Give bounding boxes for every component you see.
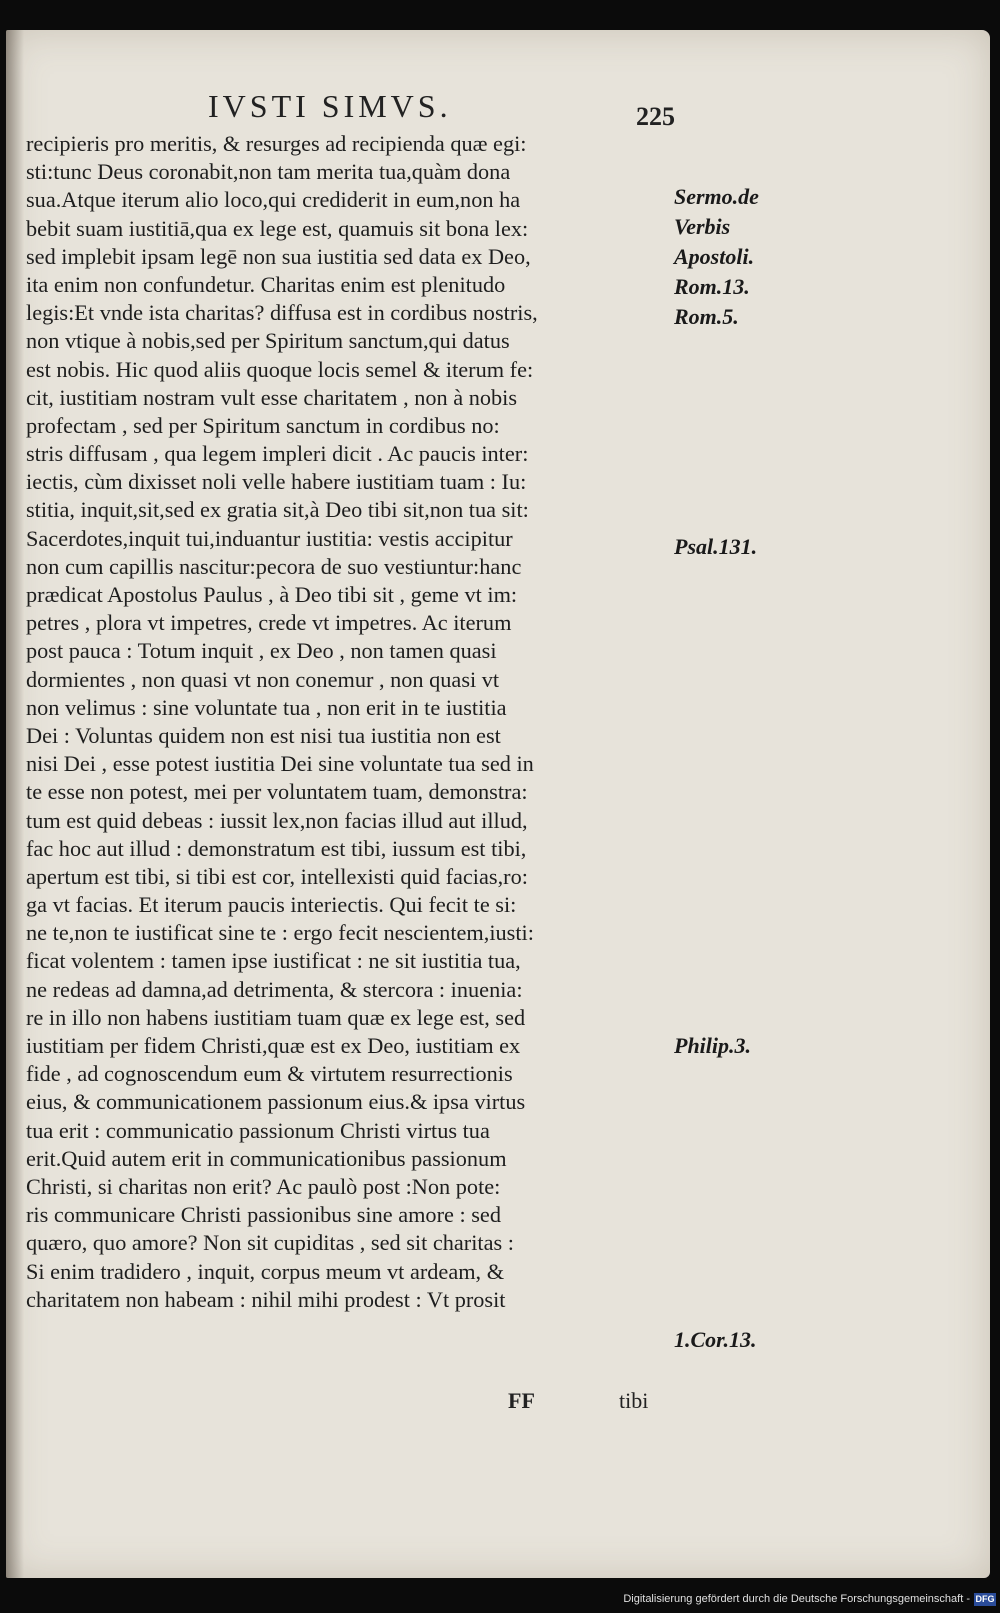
text-line: ficat volentem : tamen ipse iustificat : ne sit iustitia tua, <box>26 948 521 974</box>
text-line: erit.Quid autem erit in communicationibus passionum <box>26 1145 507 1171</box>
text-line: dormientes , non quasi vt non conemur , non quasi vt <box>26 666 500 692</box>
text-line: tum est quid debeas : iussit lex,non facias illud aut illud, <box>26 807 528 833</box>
text-line: cit, iustitiam nostram vult esse charitatem , non à nobis <box>26 384 518 410</box>
footer-bar <box>0 1578 1000 1613</box>
dfg-logo: DFG <box>975 1594 995 1604</box>
text-line: stitia, inquit,sit,sed ex gratia sit,à Deo tibi sit,non tua sit: <box>26 497 529 523</box>
text-line: non velimus : sine voluntate tua , non erit in te iustitia <box>26 694 507 720</box>
catchword: tibi <box>619 1388 649 1413</box>
text-line: te esse non potest, mei per voluntatem tuam, demonstra: <box>26 779 528 805</box>
running-head: IVSTI SIMVS. <box>208 88 452 124</box>
margin-note: Psal.131. <box>674 534 758 559</box>
text-line: Dei : Voluntas quidem non est nisi tua iustitia non est <box>26 722 501 748</box>
margin-note: 1.Cor.13. <box>674 1327 757 1352</box>
text-line: re in illo non habens iustitiam tuam quæ ex lege est, sed <box>26 1004 526 1030</box>
text-line: ita enim non confundetur. Charitas enim est plenitudo <box>26 271 506 297</box>
text-line: eius, & communicationem passionum eius.& ipsa virtus <box>26 1089 526 1115</box>
margin-note: Apostoli. <box>674 244 755 269</box>
text-line: quæro, quo amore? Non sit cupiditas , sed sit charitas : <box>26 1230 514 1256</box>
margin-note: Rom.5. <box>674 304 739 329</box>
text-line: ga vt facias. Et iterum paucis interiectis. Qui fecit te si: <box>26 892 517 918</box>
margin-note: Philip.3. <box>674 1033 752 1058</box>
book-page <box>6 30 990 1578</box>
text-line: nisi Dei , esse potest iustitia Dei sine voluntate tua sed in <box>26 751 534 777</box>
text-line: ris communicare Christi passionibus sine amore : sed <box>26 1202 501 1228</box>
text-line: legis:Et vnde ista charitas? diffusa est in cordibus nostris, <box>26 300 538 326</box>
text-line: Sacerdotes,inquit tui,induantur iustitia: vestis accipitur <box>26 525 513 551</box>
text-line: iectis, cùm dixisset noli velle habere iustitiam tuam : Iu: <box>26 469 527 495</box>
page-number: 225 <box>636 102 675 131</box>
text-line: iustitiam per fidem Christi,quæ est ex Deo, iustitiam ex <box>26 1033 521 1058</box>
text-line: ne te,non te iustificat sine te : ergo fecit nescientem,iusti: <box>26 920 534 946</box>
text-line: bebit suam iustitiā,qua ex lege est, quamuis sit bona lex: <box>26 215 529 241</box>
text-line: recipieris pro meritis, & resurges ad recipienda quæ egi: <box>26 131 527 156</box>
text-line: Si enim tradidero , inquit, corpus meum vt ardeam, & <box>26 1258 505 1284</box>
text-line: charitatem non habeam : nihil mihi prodest : Vt prosit <box>26 1286 506 1312</box>
text-line: fide , ad cognoscendum eum & virtutem resurrectionis <box>26 1061 513 1087</box>
text-line: fac hoc aut illud : demonstratum est tibi, iussum est tibi, <box>26 835 527 861</box>
text-line: apertum est tibi, si tibi est cor, intellexisti quid facias,ro: <box>26 863 528 889</box>
margin-note: Rom.13. <box>674 274 750 299</box>
text-line: est nobis. Hic quod aliis quoque locis semel & iterum fe: <box>26 356 534 382</box>
text-line: sti:tunc Deus coronabit,non tam merita tua,quàm dona <box>26 159 511 185</box>
margin-note: Verbis <box>674 214 731 239</box>
signature-mark: FF <box>508 1388 535 1413</box>
text-line: stris diffusam , qua legem impleri dicit . Ac paucis inter: <box>26 441 529 467</box>
margin-note: Sermo.de <box>674 184 759 209</box>
text-line: petres , plora vt impetres, crede vt impetres. Ac iterum <box>26 610 512 636</box>
text-line: Christi, si charitas non erit? Ac paulò post :Non pote: <box>26 1173 501 1199</box>
text-line: prædicat Apostolus Paulus , à Deo tibi sit , geme vt im: <box>26 582 518 607</box>
text-line: ne redeas ad damna,ad detrimenta, & stercora : inuenia: <box>26 976 523 1002</box>
text-line: non cum capillis nascitur:pecora de suo vestiuntur:hanc <box>26 553 522 579</box>
text-line: non vtique à nobis,sed per Spiritum sanctum,qui datus <box>26 328 510 354</box>
text-line: sed implebit ipsam legē non sua iustitia sed data ex Deo, <box>26 243 531 269</box>
text-line: post pauca : Totum inquit , ex Deo , non tamen quasi <box>26 638 497 664</box>
text-line: tua erit : communicatio passionum Christi virtus tua <box>26 1117 490 1143</box>
text-line: sua.Atque iterum alio loco,qui crediderit in eum,non ha <box>26 187 521 213</box>
body-text <box>26 130 686 1314</box>
footer-credit: Digitalisierung gefördert durch die Deutsche Forschungsgemeinschaft - <box>623 1593 970 1605</box>
text-line: profectam , sed per Spiritum sanctum in cordibus no: <box>26 412 500 438</box>
